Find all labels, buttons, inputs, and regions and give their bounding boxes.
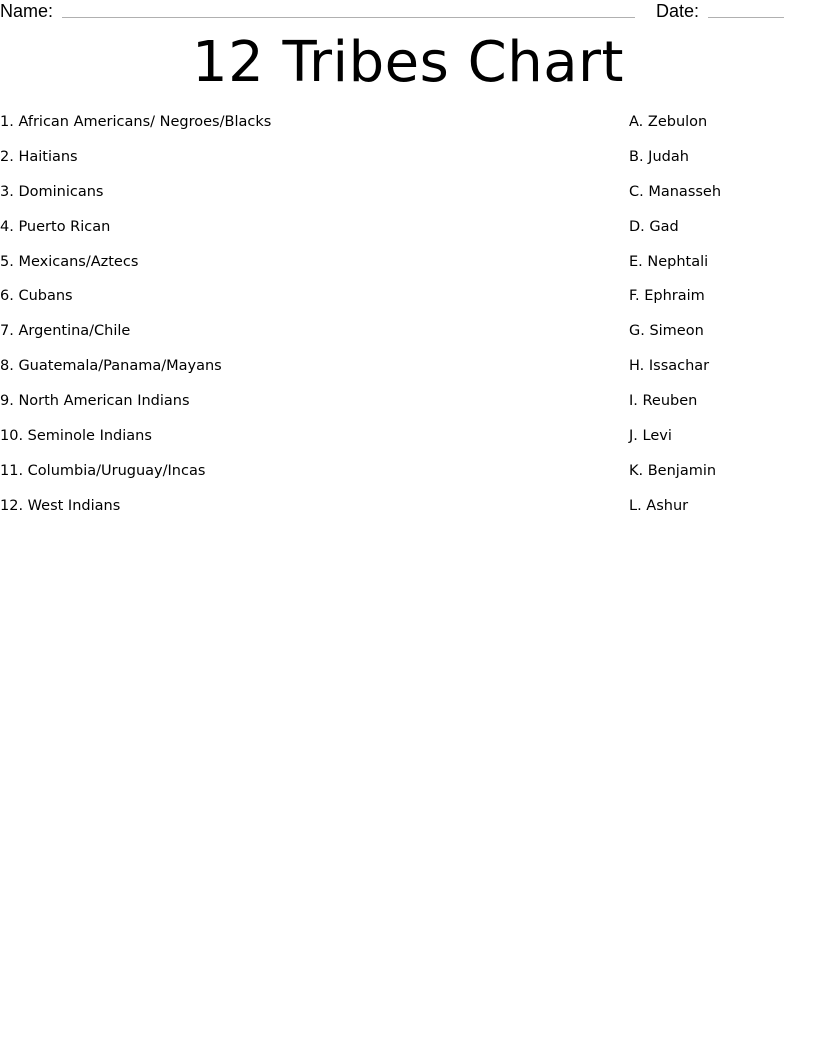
list-item-nation: 4. Puerto Rican [0,218,111,235]
list-item-tribe: I. Reuben [629,393,698,410]
list-item-nation: 2. Haitians [0,148,78,165]
date-label: Date: [656,1,700,21]
date-field-line[interactable] [708,17,784,18]
list-item-tribe: L. Ashur [629,497,689,514]
list-item-nation: 9. North American Indians [0,393,190,410]
list-item-tribe: G. Simeon [629,323,704,340]
list-item-nation: 7. Argentina/Chile [0,323,131,340]
list-item-tribe: B. Judah [629,148,689,165]
header-row [0,0,816,24]
list-item-nation: 8. Guatemala/Panama/Mayans [0,358,222,375]
list-item-nation: 11. Columbia/Uruguay/Incas [0,462,206,479]
list-item-tribe: J. Levi [629,428,672,445]
list-item-tribe: E. Nephtali [629,253,709,270]
list-item-nation: 10. Seminole Indians [0,428,152,445]
list-item-tribe: C. Manasseh [629,183,722,200]
nations-list [0,112,560,531]
list-item-tribe: H. Issachar [629,358,710,375]
list-item-nation: 5. Mexicans/Aztecs [0,253,139,270]
name-field-line[interactable] [62,17,635,18]
list-item-tribe: K. Benjamin [629,462,717,479]
list-item-tribe: F. Ephraim [629,288,705,305]
name-label: Name: [0,1,54,21]
list-item-tribe: D. Gad [629,218,679,235]
list-item-tribe: A. Zebulon [629,114,708,130]
page-title: 12 Tribes Chart [192,30,624,95]
list-item-nation: 3. Dominicans [0,183,104,200]
list-item-nation: 12. West Indians [0,497,121,514]
tribes-list [629,112,809,531]
list-item-nation: 1. African Americans/ Negroes/Blacks [0,114,272,130]
list-item-nation: 6. Cubans [0,288,73,305]
